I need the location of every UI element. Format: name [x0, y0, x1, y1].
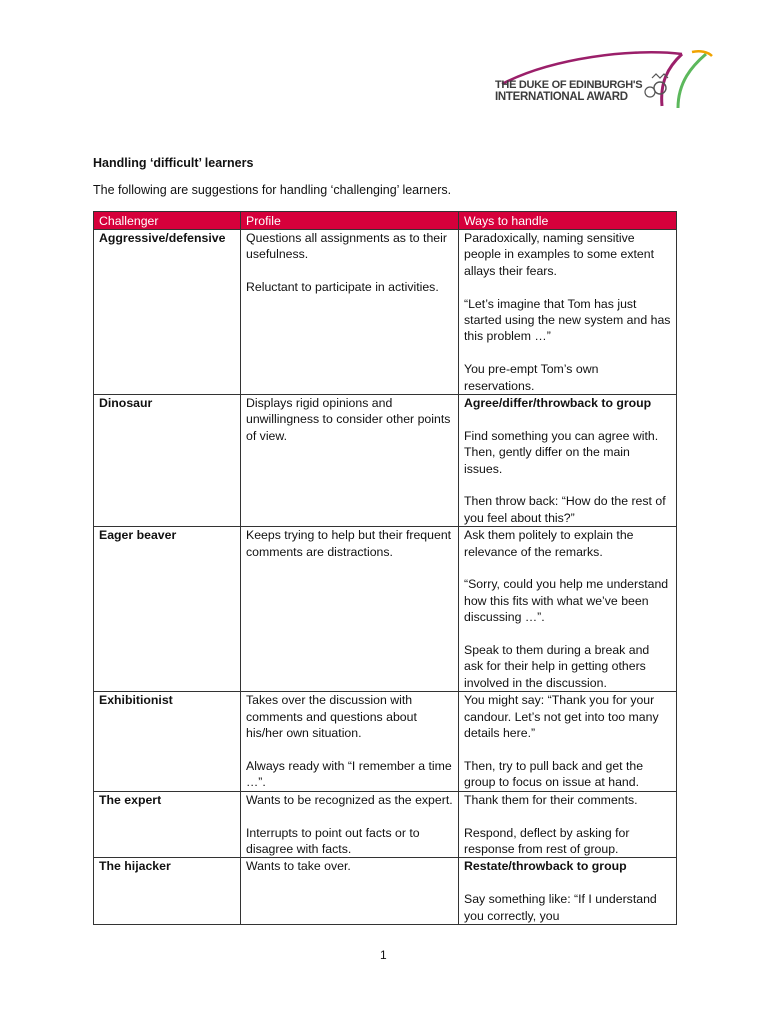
profile-cell [241, 395, 459, 527]
challenger-name: The expert [94, 791, 241, 858]
ways-text: You might say: “Thank you for your candour. Let’s not get into too many details here.” [464, 693, 659, 741]
profile-text: Wants to take over. [246, 859, 351, 874]
header-challenger: Challenger [94, 212, 241, 230]
ways-cell [459, 692, 677, 791]
ways-cell [459, 858, 677, 925]
ways-text: Paradoxically, naming sensitive people in examples to some extent allays their fears. [464, 231, 655, 278]
award-logo [492, 48, 714, 114]
ways-text: Say something like: “If I understand you correctly, you [464, 892, 657, 923]
ways-text: Respond, deflect by asking for response from rest of group. [464, 825, 630, 856]
challenger-name: The hijacker [94, 858, 241, 925]
profile-text: Interrupts to point out facts or to disagree with facts. [246, 825, 420, 856]
page-heading: Handling ‘difficult’ learners [93, 156, 254, 170]
page-number: 1 [380, 948, 387, 962]
table-row [94, 692, 677, 791]
ways-cell [459, 395, 677, 527]
challenger-name: Eager beaver [94, 527, 241, 692]
intro-text: The following are suggestions for handling ‘challenging’ learners. [93, 183, 452, 197]
challenger-name: Exhibitionist [94, 692, 241, 791]
ways-text: Then, try to pull back and get the group to focus on issue at hand. [464, 758, 644, 790]
learners-table [93, 211, 677, 925]
profile-cell [241, 791, 459, 858]
profile-cell [241, 692, 459, 791]
profile-cell [241, 230, 459, 395]
profile-text: Keeps trying to help but their frequent comments are distractions. [246, 528, 452, 559]
ways-text: Then throw back: “How do the rest of you feel about this?” [464, 494, 666, 525]
ways-cell [459, 791, 677, 858]
profile-text: Reluctant to participate in activities. [246, 280, 439, 295]
profile-cell [241, 858, 459, 925]
ways-cell [459, 527, 677, 692]
table-header-row [94, 212, 677, 230]
ways-text: You pre-empt Tom’s own reservations. [464, 362, 599, 393]
table-row [94, 395, 677, 527]
ways-text: Thank them for their comments. [464, 792, 638, 807]
challenger-name: Dinosaur [94, 395, 241, 527]
profile-text: Questions all assignments as to their usefulness. [246, 231, 447, 262]
profile-text: Wants to be recognized as the expert. [246, 792, 453, 807]
ways-text: Ask them politely to explain the relevance of the remarks. [464, 528, 634, 559]
ways-strategy: Restate/throwback to group [464, 859, 627, 874]
ways-text: Find something you can agree with. Then, gently differ on the main issues. [464, 428, 659, 476]
logo-line-2: INTERNATIONAL AWARD [495, 91, 628, 103]
table-row [94, 527, 677, 692]
profile-cell [241, 527, 459, 692]
ways-strategy: Agree/differ/throwback to group [464, 396, 652, 411]
profile-text: Always ready with “I remember a time …”. [246, 758, 452, 790]
ways-text: “Let’s imagine that Tom has just started using the new system and has this problem …” [464, 296, 671, 344]
profile-text: Takes over the discussion with comments and questions about his/her own situation. [246, 693, 417, 741]
ways-cell [459, 230, 677, 395]
challenger-name: Aggressive/defensive [94, 230, 241, 395]
table-row [94, 858, 677, 925]
logo-line-1: THE DUKE OF EDINBURGH'S [495, 79, 643, 91]
ways-text: “Sorry, could you help me understand how this fits with what we’ve been discussing …”. [464, 577, 669, 625]
ways-text: Speak to them during a break and ask for their help in getting others involved in the discussion. [464, 643, 650, 690]
profile-text: Displays rigid opinions and unwillingness to consider other points of view. [246, 396, 451, 443]
header-ways: Ways to handle [459, 212, 677, 230]
table-row [94, 230, 677, 395]
table-row [94, 791, 677, 858]
header-profile: Profile [241, 212, 459, 230]
